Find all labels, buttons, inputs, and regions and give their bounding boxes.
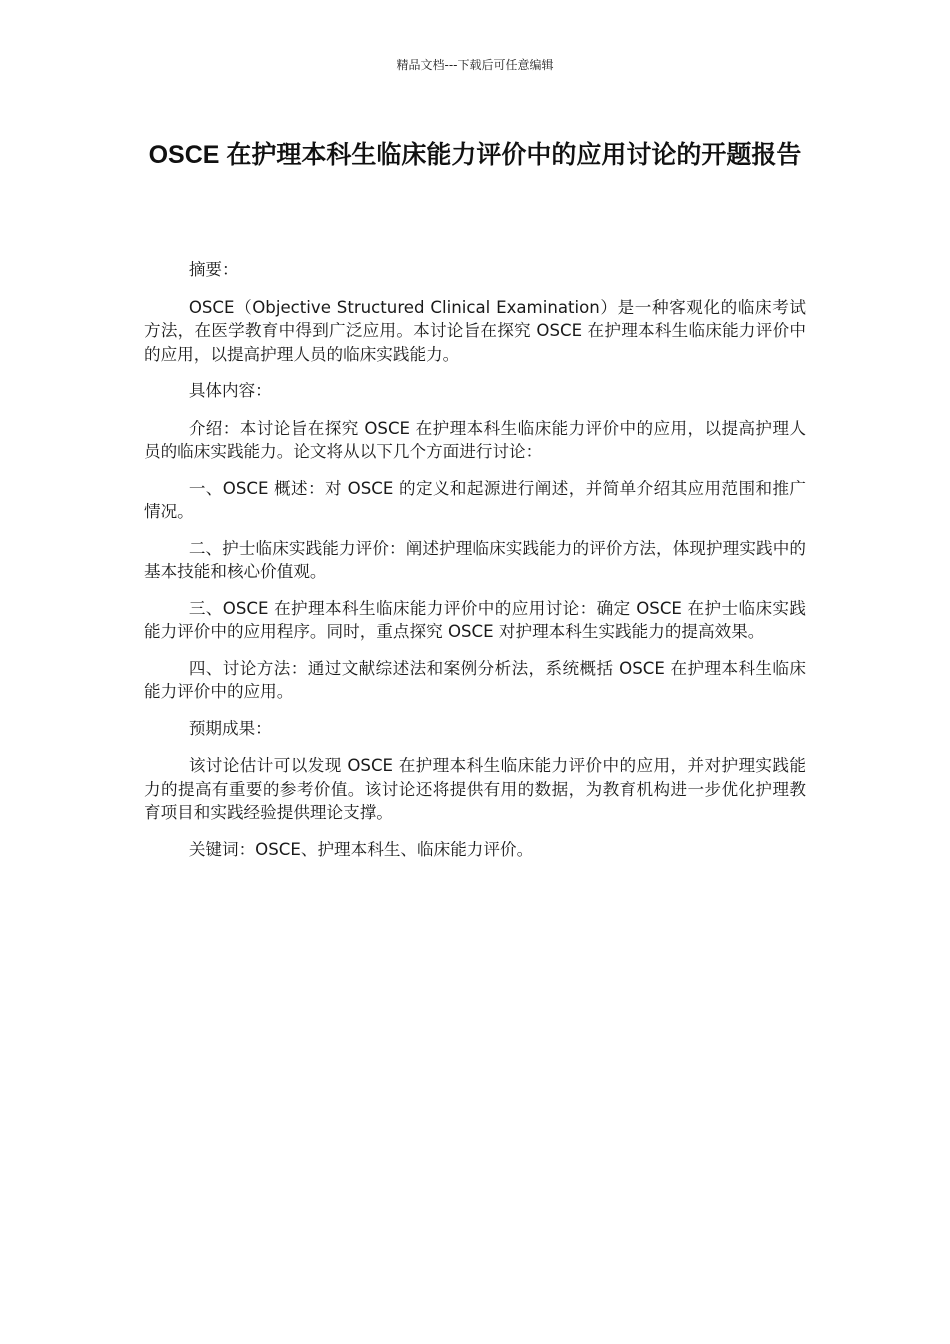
point-2-paragraph: 二、护士临床实践能力评价：阐述护理临床实践能力的评价方法，体现护理实践中的基本技能和核心价值观。 — [144, 538, 806, 581]
point-3-paragraph: 三、OSCE 在护理本科生临床能力评价中的应用讨论：确定 OSCE 在护士临床实践能力评价中的应用程序。同时，重点探究 OSCE 对护理本科生实践能力的提高效果。 — [144, 598, 806, 641]
point-1-paragraph: 一、OSCE 概述：对 OSCE 的定义和起源进行阐述，并简单介绍其应用范围和推广情况。 — [144, 478, 806, 521]
point-4-paragraph: 四、讨论方法：通过文献综述法和案例分析法，系统概括 OSCE 在护理本科生临床能力评价中的应用。 — [144, 658, 806, 701]
keywords-paragraph: 关键词：OSCE、护理本科生、临床能力评价。 — [188, 839, 534, 859]
results-paragraph: 该讨论估计可以发现 OSCE 在护理本科生临床能力评价中的应用，并对护理实践能力的提高有重要的参考价值。该讨论还将提供有用的数据，为教育机构进一步优化护理教育项目和实践经验提供理论支撑。 — [144, 756, 806, 822]
abstract-heading: 摘要： — [188, 260, 239, 279]
content-heading: 具体内容： — [188, 381, 272, 400]
document-title: OSCE 在护理本科生临床能力评价中的应用讨论的开题报告 — [148, 141, 802, 169]
header-note: 精品文档---下载后可任意编辑 — [396, 58, 554, 72]
abstract-paragraph: OSCE（Objective Structured Clinical Examination）是一种客观化的临床考试方法，在医学教育中得到广泛应用。本讨论旨在探究 OSCE 在护理本科生临床能力评价中的应用，以提高护理人员的临床实践能力。 — [144, 297, 806, 364]
intro-paragraph: 介绍：本讨论旨在探究 OSCE 在护理本科生临床能力评价中的应用，以提高护理人员的临床实践能力。论文将从以下几个方面进行讨论： — [144, 418, 806, 461]
document-body — [144, 258, 806, 874]
results-heading: 预期成果： — [188, 718, 272, 738]
